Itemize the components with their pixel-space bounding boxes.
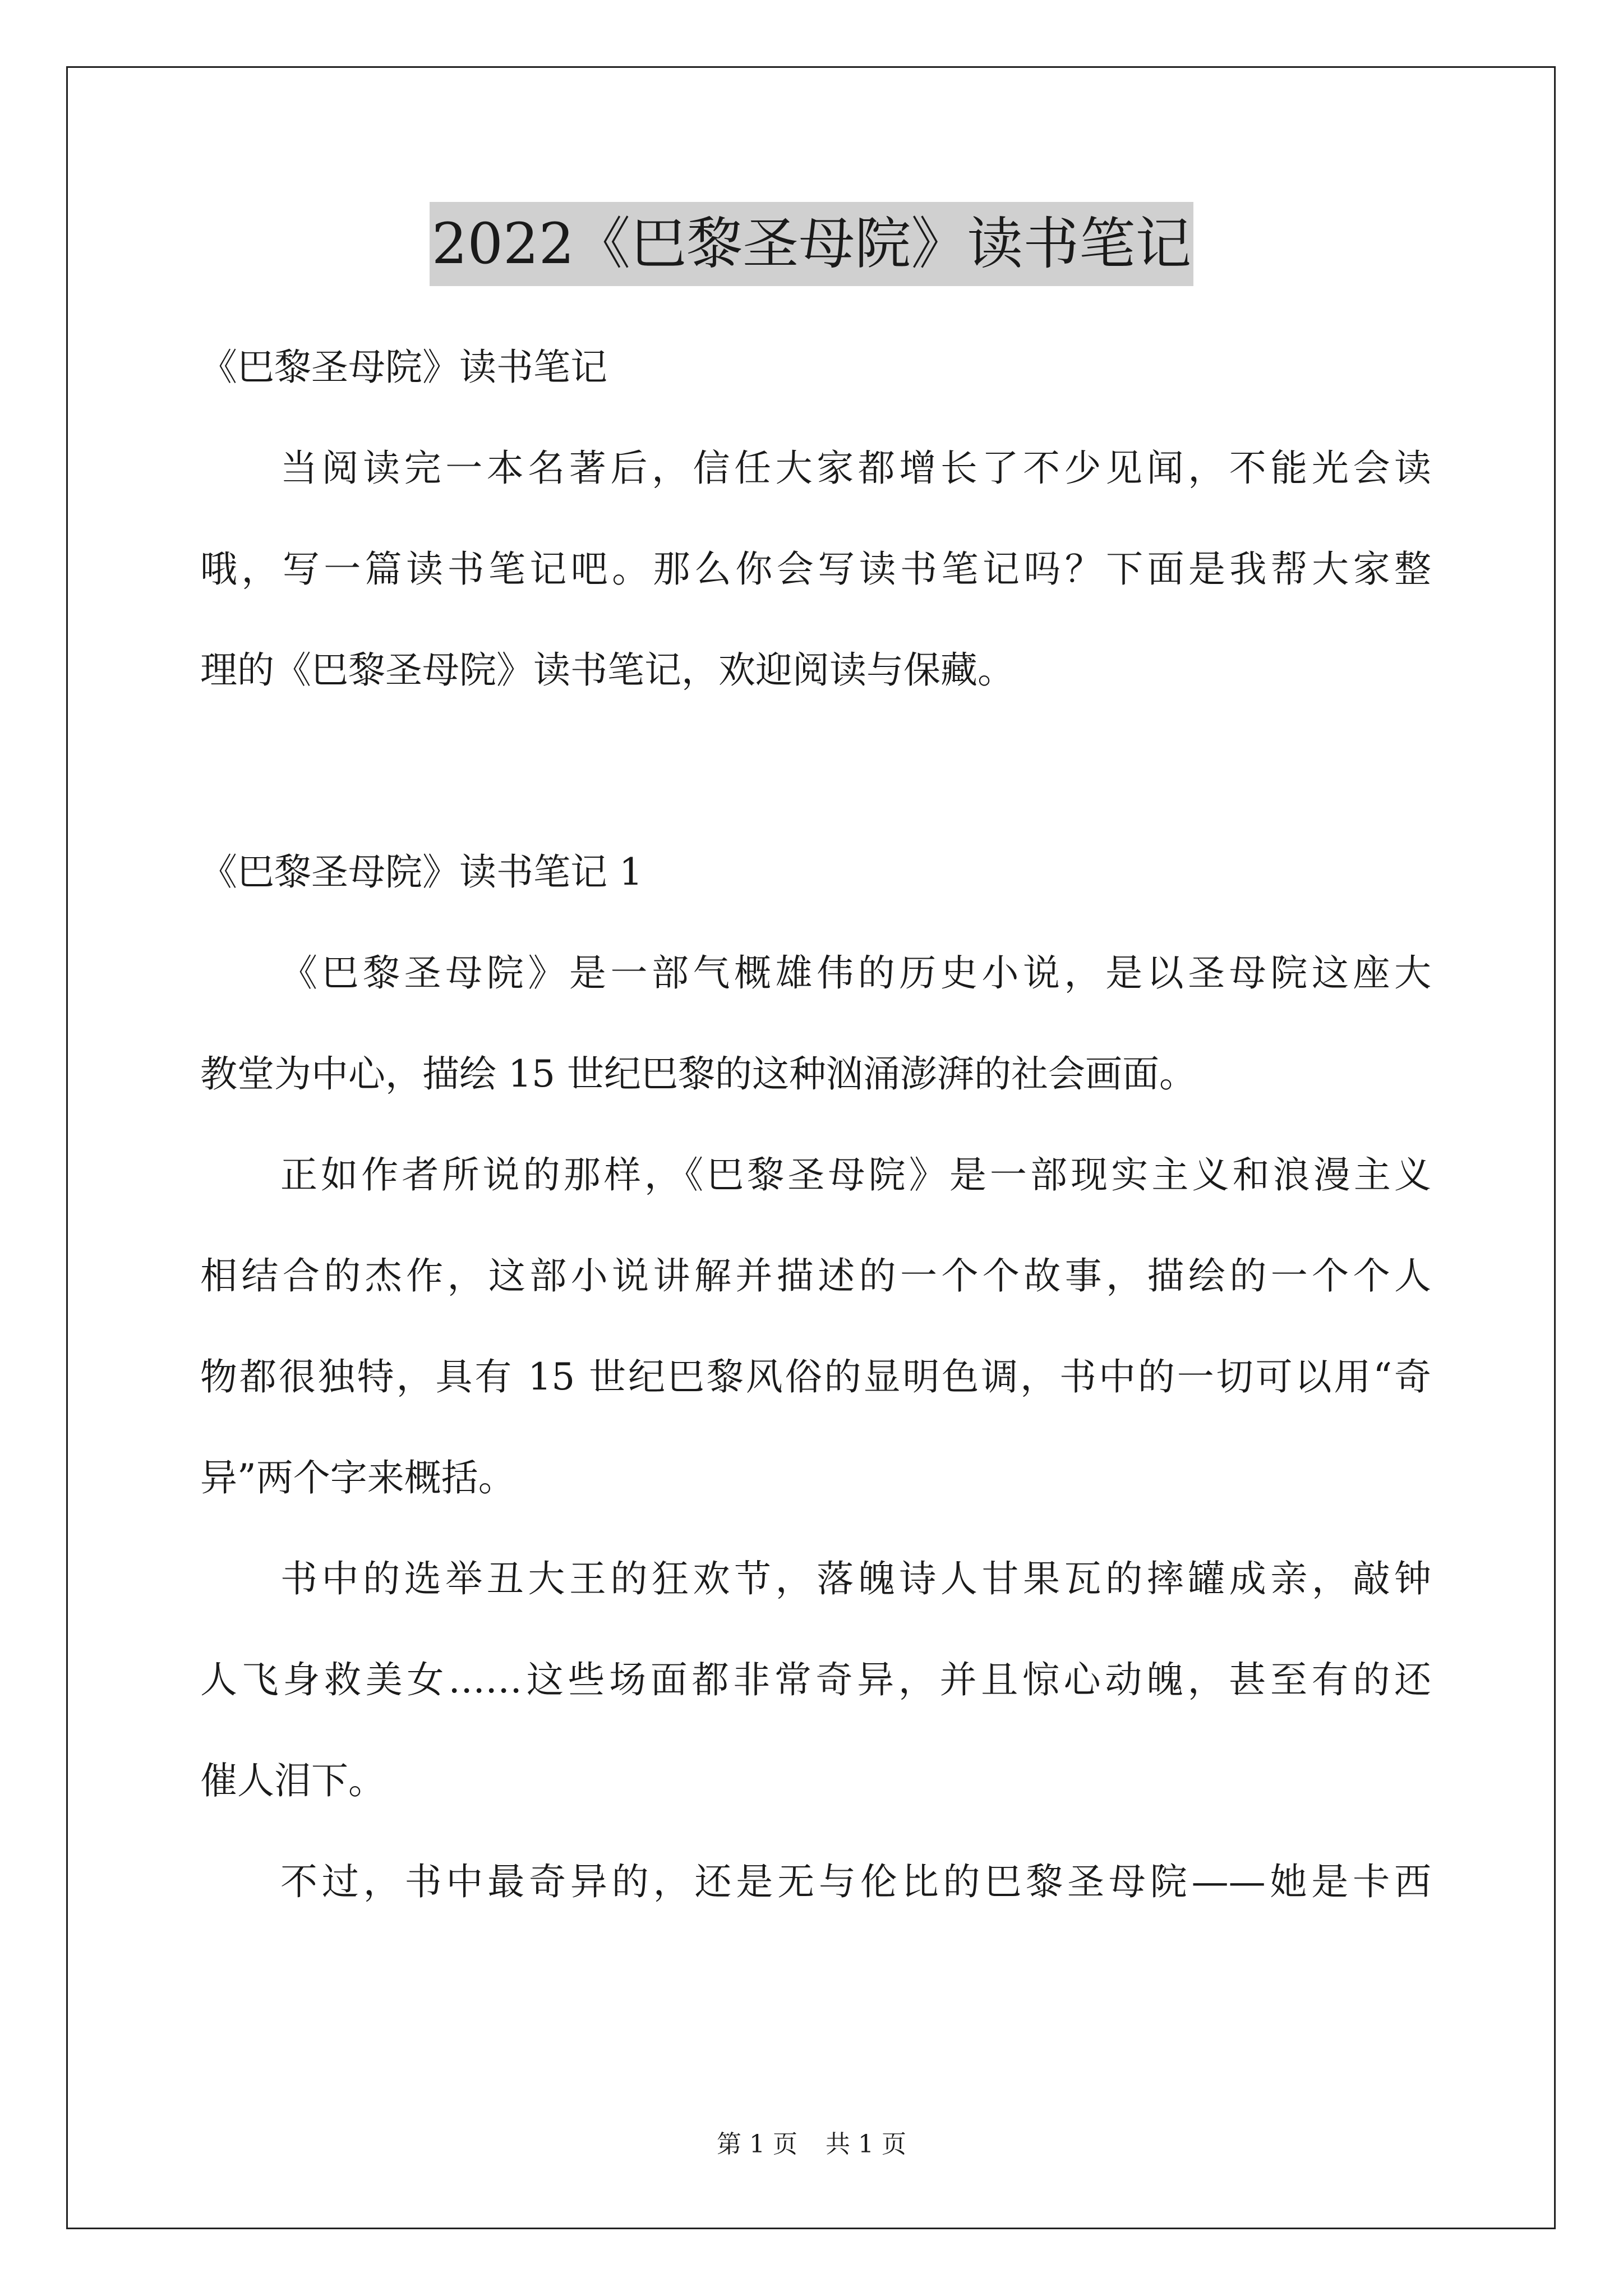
document-body [200, 342, 1431, 1907]
intro-heading: 《巴黎圣母院》读书笔记 [200, 346, 607, 389]
paragraph-line: 正如作者所说的那样，《巴黎圣母院》是一部现实主义和浪漫主义 [280, 1153, 1431, 1197]
page-footer [0, 2128, 1623, 2161]
paragraph-line: 书中的选举丑大王的狂欢节，落魄诗人甘果瓦的摔罐成亲，敲钟 [280, 1557, 1431, 1600]
paragraph-line: 不过，书中最奇异的，还是无与伦比的巴黎圣母院——她是卡西 [280, 1860, 1431, 1903]
title-container [0, 202, 1623, 286]
section-heading: 《巴黎圣母院》读书笔记 1 [200, 850, 643, 894]
paragraph-line: 相结合的杰作，这部小说讲解并描述的一个个故事，描绘的一个个人 [200, 1254, 1431, 1297]
intro-line: 哦，写一篇读书笔记吧。那么你会写读书笔记吗？下面是我帮大家整 [200, 547, 1431, 591]
page-number: 第 1 页 [717, 2130, 797, 2159]
intro-line: 当阅读完一本名著后，信任大家都增长了不少见闻，不能光会读 [280, 447, 1431, 490]
paragraph-line: 异”两个字来概括。 [200, 1456, 515, 1499]
document-title: 2022《巴黎圣母院》读书笔记 [430, 202, 1194, 286]
paragraph-line: 人飞身救美女……这些场面都非常奇异，并且惊心动魄，甚至有的还 [200, 1658, 1431, 1701]
paragraph-line: 教堂为中心，描绘 15 世纪巴黎的这种汹涌澎湃的社会画面。 [200, 1052, 1196, 1096]
paragraph-line: 物都很独特，具有 15 世纪巴黎风俗的显明色调，书中的一切可以用“奇 [200, 1355, 1431, 1398]
paragraph-line: 《巴黎圣母院》是一部气概雄伟的历史小说，是以圣母院这座大 [280, 951, 1431, 995]
paragraph-line: 催人泪下。 [200, 1759, 385, 1802]
total-pages: 共 1 页 [826, 2130, 906, 2159]
intro-line: 理的《巴黎圣母院》读书笔记，欢迎阅读与保藏。 [200, 648, 1015, 692]
